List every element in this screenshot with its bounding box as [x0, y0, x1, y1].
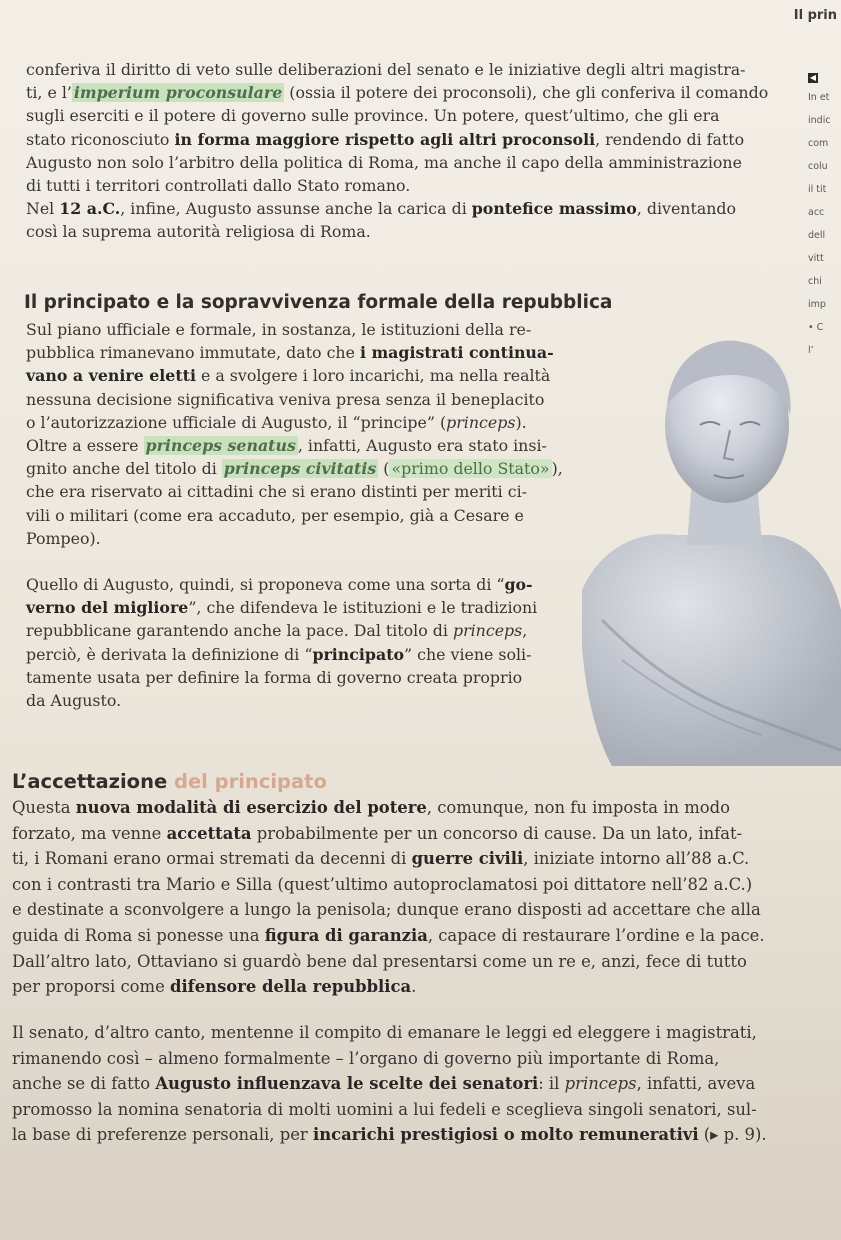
section-heading-principato: Il principato e la sopravvivenza formale della repubblica	[24, 292, 613, 313]
sidebar-line: vitt	[808, 253, 824, 264]
sidebar-cropped	[808, 66, 841, 362]
section1-paragraph-c: Quello di Augusto, quindi, si proponeva come una sorta di “go- verno del migliore”, che difendeva le istituzioni e le tradizioni repubblicane garantendo anche la pace. Dal titolo di princeps, perciò, è derivata la definizione di “principato” che viene soli- tamente usata per definire la forma di governo creata proprio da Augusto.	[26, 575, 538, 711]
sidebar-marker-icon: ◀	[809, 73, 817, 82]
sidebar-line: In et	[808, 92, 830, 103]
section2-paragraph-1: Questa nuova modalità di esercizio del potere, comunque, non fu imposta in modo forzato, ma venne accettata probabilmente per un concorso di cause. Da un lato, infat- ti, i Romani erano ormai stremati da decenni di guerre civili, iniziate intorno all’88 a.C. con i contrasti tra Mario e Silla (quest’ultimo autoproclamatosi poi dittatore nell’82 a.C.) e destinate a sconvolgere a lungo la penisola; dunque erano disposti ad accettare che alla guida di Roma si ponesse una figura di garanzia, capace di restaurare l’ordine e la pace. Dall’altro lato, Ottaviano si guardò bene dal presentarsi come un re e, anzi, fece di tutto per proporsi come difensore della repubblica.	[12, 798, 765, 997]
sidebar-line: acc	[808, 207, 825, 218]
sidebar-line: com	[808, 138, 829, 149]
running-head: Il prin	[793, 8, 837, 23]
section1-paragraph-a: Sul piano ufficiale e formale, in sostanza, le istituzioni della re- pubblica rimanevano immutate, dato che i magistrati continua- vano a venire eletti e a svolgere i loro incarichi, ma nella realtà nessuna decisione significativa veniva presa senza il beneplacito o l’autorizzazione ufficiale di Augusto, il “principe” (princeps).	[26, 320, 554, 432]
highlight-princeps-civitatis: princeps civitatis	[223, 459, 377, 479]
augustus-bust-image	[582, 330, 841, 766]
sidebar-marker	[808, 66, 841, 86]
sidebar-line: il tit	[808, 184, 827, 195]
sidebar-line: imp	[808, 299, 826, 310]
section-heading-accettazione: L’accettazione del principato	[12, 770, 327, 793]
sidebar-line: • C	[808, 322, 824, 333]
sidebar-line: chi	[808, 276, 822, 287]
section2-paragraph-2: Il senato, d’altro canto, mentenne il compito di emanare le leggi ed eleggere i magistrati, rimanendo così – almeno formalmente – l’organo di governo più importante di Roma, anche se di fatto Augusto influenzava le scelte dei senatori: il princeps, infatti, aveva promosso la nomina senatoria di molti uomini a lui fedeli e sceglieva singoli senatori, sul- la base di preferenze personali, per incarichi prestigiosi o molto remunerativi (▸ p. 9).	[12, 1023, 767, 1145]
intro-paragraph: conferiva il diritto di veto sulle deliberazioni del senato e le iniziative degli altri magistra- ti, e l’ imperium proconsulare (ossia il potere dei proconsoli), che gli conferiva il comando sugli eserciti e il potere di governo sulle province. Un potere, quest’ultimo, che gli era stato riconosciuto in forma maggiore rispetto agli altri proconsoli, rendendo di fatto Augusto non solo l’arbitro della politica di Roma, ma anche il capo della amministrazione di tutti i territori controllati dallo Stato romano. Nel 12 a.C., infine, Augusto assunse anche la carica di pontefice massimo, diventando così la suprema autorità religiosa di Roma.	[26, 60, 769, 242]
sidebar-line: dell	[808, 230, 826, 241]
sidebar-line: indic	[808, 115, 831, 126]
sidebar-line: l’	[808, 345, 814, 356]
highlight-imperium: imperium proconsulare	[73, 83, 283, 103]
sidebar-line: colu	[808, 161, 828, 172]
section1-paragraph-b: Oltre a essere princeps senatus , infatti, Augusto era stato insi- gnito anche del titolo di princeps civitatis ( «primo dello Stato» ), che era riservato ai cittadini che si erano distinti per meriti ci- vili o militari (come era accaduto, per esempio, già a Cesare e Pompeo).	[26, 436, 563, 548]
highlight-princeps-senatus: princeps senatus	[145, 436, 296, 455]
highlight-primo-dello-stato: «primo dello Stato»	[391, 459, 550, 479]
